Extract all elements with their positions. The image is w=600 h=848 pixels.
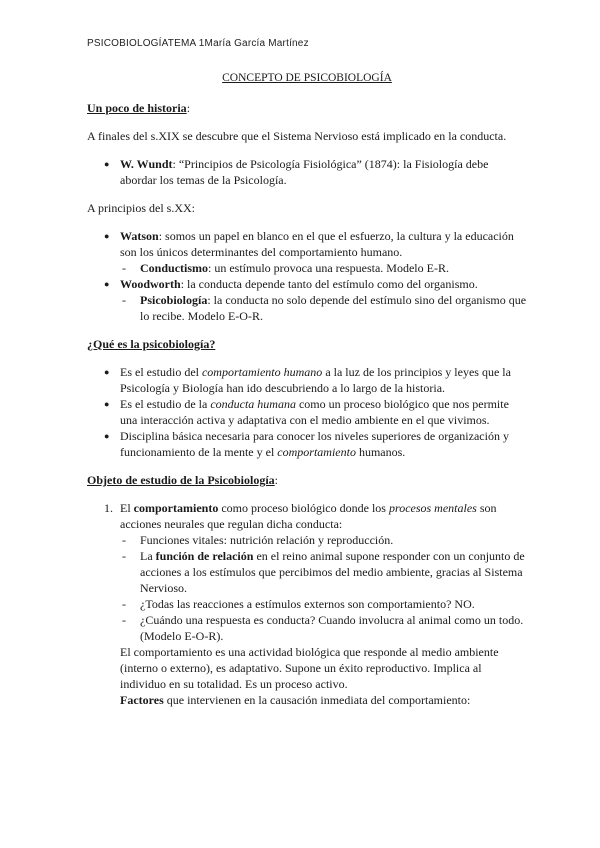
def1-em: comportamiento humano [201, 365, 323, 379]
comportamiento-paragraph: El comportamiento es una actividad biológica que responde al medio ambiente (interno o externo), es adaptativo. Supone un éxito reproductivo. Implica al individuo en su totalidad. Es un proceso activo. [120, 645, 499, 691]
section-heading-history [87, 100, 527, 116]
d2-post: en el reino animal supone responder con un conjunto de acciones a los estímulos que percibimos del medio ambiente, gracias al Sistema Nervioso. [140, 549, 525, 595]
watson-sublist [120, 260, 527, 276]
item1-post: son acciones neurales que regulan dicha conducta: [120, 501, 497, 531]
d2-bold: función de relación [155, 549, 254, 563]
heading-suffix: : [274, 473, 279, 487]
factores-bold: Factores [120, 693, 164, 707]
heading-text: Un poco de historia [87, 101, 187, 115]
object-list [87, 500, 527, 708]
definition-item [87, 396, 527, 428]
def2-post: como un proceso biológico que nos permite una interacción activa y adaptativa con el medio ambiente en el que vivimos. [120, 397, 509, 427]
numbered-item-1 [87, 500, 527, 708]
list-item-funciones: - Funciones vitales: nutrición relación y reproducción. [120, 532, 527, 548]
document-title: CONCEPTO DE PSICOBIOLOGÍA [222, 72, 392, 84]
list-item-conductismo [120, 260, 527, 276]
definition-item [87, 428, 527, 460]
psicobiologia-text: : la conducta no solo depende del estímulo sino del organismo que lo recibe. Modelo E-O-R. [140, 293, 527, 323]
item1-mid: como proceso biológico donde los [218, 501, 389, 515]
heading-suffix: : [186, 101, 191, 115]
object-sublist [120, 532, 527, 644]
wundt-text: : “Principios de Psicología Fisiológica” (1874): la Fisiología debe abordar los temas de la Psicología. [120, 157, 489, 187]
definition-item [87, 364, 527, 396]
schools-list [87, 228, 527, 324]
def2-em: conducta humana [210, 397, 296, 411]
factores-text: que intervienen en la causación inmediata del comportamiento: [163, 693, 471, 707]
history-intro: A finales del s.XIX se descubre que el Sistema Nervioso está implicado en la conducta. [87, 129, 507, 143]
definition-list [87, 364, 527, 460]
section-heading-what-is [87, 336, 527, 352]
list-item-reacciones: - ¿Todas las reacciones a estímulos externos son comportamiento? NO. [120, 596, 527, 612]
def2-pre: Es el estudio de la [120, 397, 211, 411]
list-item-respuesta: - ¿Cuándo una respuesta es conducta? Cuando involucra al animal como un todo. (Modelo E-O-R). [120, 612, 527, 644]
heading-text: ¿Qué es la psicobiología? [87, 337, 216, 351]
woodworth-text: : la conducta depende tanto del estímulo como del organismo. [180, 277, 478, 291]
psicobiologia-name: Psicobiología [140, 293, 208, 307]
early-20th-century: A principios del s.XX: [87, 201, 195, 215]
def3-pre: Disciplina básica necesaria para conocer los niveles superiores de organización y funcionamiento de la mente y el [120, 429, 509, 459]
watson-text: : somos un papel en blanco en el que el esfuerzo, la cultura y la educación son los únicos determinantes del comportamiento humano. [120, 229, 514, 259]
woodworth-sublist [120, 292, 527, 324]
list-item-woodworth [87, 276, 527, 324]
conductismo-name: Conductismo [140, 261, 209, 275]
item-number: 1. [104, 501, 113, 515]
wundt-list [87, 156, 527, 188]
list-item-funcion-relacion [120, 548, 527, 596]
page-header: PSICOBIOLOGÍATEMA 1María García Martínez [87, 38, 309, 49]
factores-paragraph [120, 692, 527, 708]
def3-post: humanos. [355, 445, 406, 459]
item1-pre: El [120, 501, 134, 515]
wundt-name: W. Wundt [120, 157, 173, 171]
document-body [87, 70, 527, 708]
list-item-wundt [87, 156, 527, 188]
section-heading-object [87, 472, 527, 488]
def3-em: comportamiento [277, 445, 356, 459]
item1-bold: comportamiento [133, 501, 219, 515]
item1-em: procesos mentales [388, 501, 477, 515]
def1-pre: Es el estudio del [120, 365, 202, 379]
list-item-psicobiologia [120, 292, 527, 324]
def1-post: a la luz de los principios y leyes que la Psicología y Biología han ido descubriendo a lo largo de la historia. [120, 365, 511, 395]
heading-text: Objeto de estudio de la Psicobiología [87, 473, 275, 487]
watson-name: Watson [120, 229, 159, 243]
conductismo-text: : un estímulo provoca una respuesta. Modelo E-R. [208, 261, 449, 275]
woodworth-name: Woodworth [120, 277, 181, 291]
list-item-watson [87, 228, 527, 276]
d2-pre: La [140, 549, 156, 563]
